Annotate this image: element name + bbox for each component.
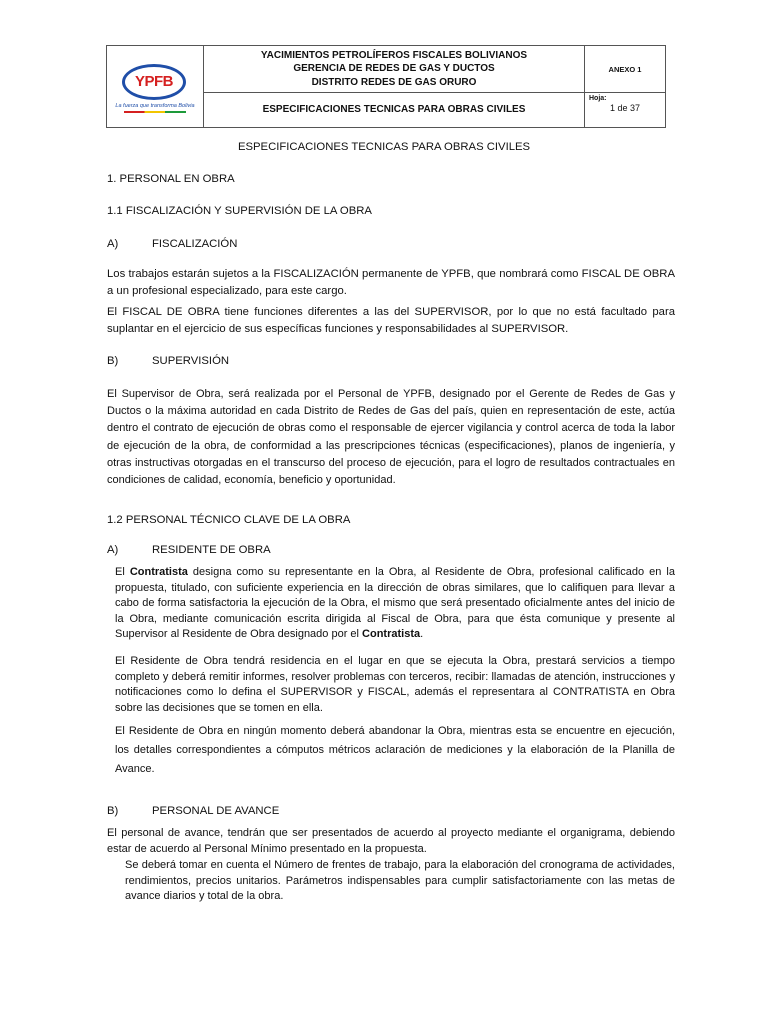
subsection-avance-title: PERSONAL DE AVANCE [152,805,280,817]
org-line-3: DISTRITO REDES DE GAS ORURO [311,76,477,88]
paragraph-avance-2: Se deberá tomar en cuenta el Número de frentes de trabajo, para la elaboración del cronograma de actividades, rendimientos, precios unitarios. Parámetros indispensables para cumplir satisfactoriamente con las metas de avance diarios y total de la obra. [125,859,675,902]
paragraph-avance-1: El personal de avance, tendrán que ser presentados de acuerdo al proyecto mediante el organigrama, debiendo estar de acuerdo al Personal Mínimo presentado en la propuesta. [107,827,675,855]
section-1-1-heading: 1.1 FISCALIZACIÓN Y SUPERVISIÓN DE LA OBRA [107,205,372,217]
residente-text-e: . [420,628,424,640]
subsection-b-heading [107,353,229,370]
contratista-bold-2: Contratista [362,628,421,640]
document-header [106,45,666,128]
subsection-a-title: FISCALIZACIÓN [152,238,238,250]
logo-tagline: La fuerza que transforma Bolivia [115,102,195,109]
ypfb-logo [112,58,198,116]
paragraph-residente-3: El Residente de Obra en ningún momento deberá abandonar la Obra, mientras esta se encuentre en ejecución, los detalles correspondientes a cómputos métricos aclaración de mediciones y la elaboración de la Planilla de Avance. [115,725,675,775]
residente-text-a: El [115,566,130,578]
paragraph-residente-1 [115,565,675,643]
section-1-heading: 1. PERSONAL EN OBRA [107,173,235,185]
subsection-a-heading [107,236,237,253]
paragraph-fiscalizacion-1: Los trabajos estarán sujetos a la FISCALIZACIÓN permanente de YPFB, que nombrará como FISCAL DE OBRA a un profesional especializado, para este cargo. [107,268,675,297]
residente-text-c: designa como su representante en la Obra, al Residente de Obra, profesional calificado en la propuesta, titulado, con suficiente experiencia en la dirección de obras similares, que lo califiquen para llevar a cabo de forma satisfactoria la ejecución de la Obra, el mismo que será presentado oficialmente antes del inicio de la Obra, mediante comunicación escrita dirigida al Fiscal de Obra, para que ésta comunique y presente al Supervisor al Residente de Obra designado por el [115,566,675,640]
paragraph-supervision: El Supervisor de Obra, será realizada por el Personal de YPFB, designado por el Gerente de Redes de Gas y Ductos o la máxima autoridad en cada Distrito de Redes de Gas del país, quien en representación de este, actúa dentro el contrato de ejecución de obras como el responsable de ejercer vigilancia y control acerca de toda la labor de ejecución de la obra, de conformidad a las prescripciones técnicas (especificaciones), planos de ingeniería, y otras instructivas otorgadas en el transcurso del proceso de ejecución, para el logro de resultados contractuales en condiciones de calidad, economía, beneficio y oportunidad. [107,388,675,487]
subsection-avance-number: B) [107,805,119,817]
hoja-value: 1 de 37 [609,103,641,113]
subsection-residente-title: RESIDENTE DE OBRA [152,544,271,556]
paragraph-residente-2: El Residente de Obra tendrá residencia en el lugar en que se ejecuta la Obra, prestará servicios a tiempo completo y deberá remitir informes, resolver problemas con terceros, recibir: llamadas de atención, instrucciones y notificaciones como lo defina el SUPERVISOR y FISCAL, además el representara al CONTRATISTA en Obra sobre las decisiones que se tomen en ella. [115,655,675,714]
contratista-bold-1: Contratista [129,566,188,578]
anexo-cell: ANEXO 1 [585,46,666,93]
hoja-cell [585,93,666,128]
logo-text: YPFB [134,72,173,90]
org-title-cell [204,46,585,93]
logo-cell [107,46,204,128]
logo-flag-bar [124,111,186,113]
org-line-1: YACIMIENTOS PETROLÍFEROS FISCALES BOLIVIANOS [260,49,528,61]
subsection-residente-heading [107,542,271,559]
paragraph-fiscalizacion-2: El FISCAL DE OBRA tiene funciones diferentes a las del SUPERVISOR, por lo que no está facultado para suplantar en el ejercicio de sus específicas funciones y responsabilidades al SUPERVISOR. [107,306,675,335]
subsection-a-number: A) [107,238,119,250]
subsection-b-number: B) [107,355,119,367]
logo-oval [122,64,186,100]
subsection-b-title: SUPERVISIÓN [152,355,230,367]
subsection-residente-number: A) [107,544,119,556]
section-1-2-heading: 1.2 PERSONAL TÉCNICO CLAVE DE LA OBRA [107,514,351,526]
hoja-label: Hoja: [589,95,607,102]
document-title: ESPECIFICACIONES TECNICAS PARA OBRAS CIVILES [237,141,531,153]
subsection-avance-heading [107,803,279,820]
header-subtitle: ESPECIFICACIONES TECNICAS PARA OBRAS CIVILES [204,93,585,128]
org-line-2: GERENCIA DE REDES DE GAS Y DUCTOS [293,63,495,75]
